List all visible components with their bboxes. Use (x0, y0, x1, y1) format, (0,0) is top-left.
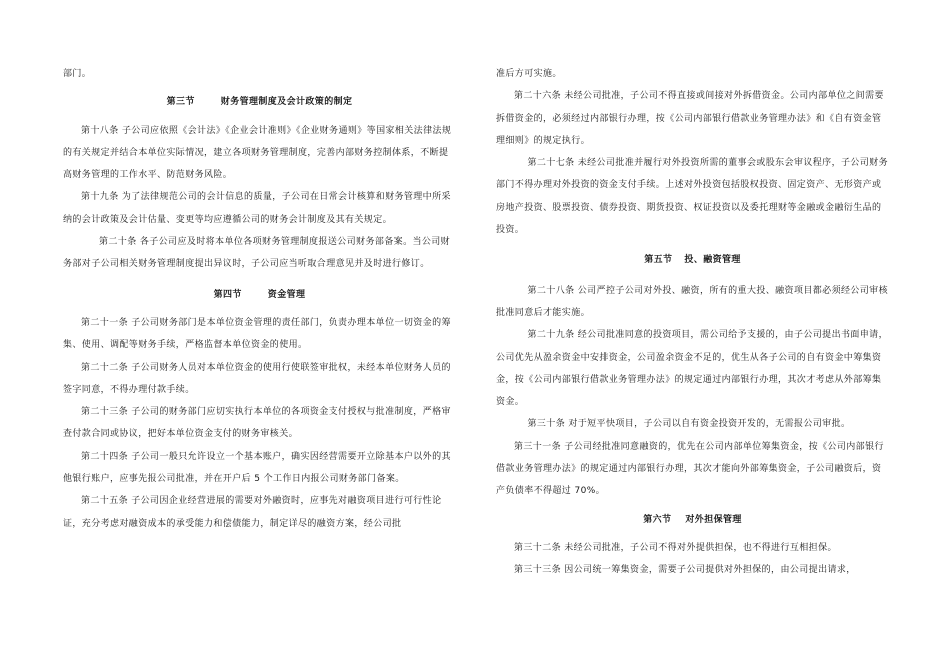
article-33: 第三十三条 因公司统一筹集资金，需要子公司提供对外担保的，由公司提出请求， (514, 565, 856, 576)
article-19: 第十九条 为了法律规范公司的会计信息的质量，子公司在日常会计核算和财务管理中所采纳的会计政策及会计估量、变更等均应遵循公司的财务会计制度及其有关规定。 (63, 192, 451, 225)
article-18: 第十八条 子公司应依照《会计法》《企业会计准则》《企业财务通则》等国家相关法律法规的有关规定并结合本单位实际情况，建立各项财务管理制度，完善内部财务控制体系，不断提高财务管理的工作水平、防范财务风险。 (63, 125, 452, 181)
section-heading-5 (496, 249, 889, 271)
section-heading-6 (496, 509, 889, 531)
paragraph-continuation: 部门。 (63, 69, 92, 79)
right-column (496, 63, 889, 582)
article-32: 第三十二条 未经公司批准，子公司不得对外提供担保，也不得进行互相担保。 (514, 542, 837, 553)
section-number: 第四节 (213, 289, 242, 300)
paragraph-continuation: 准后方可实施。 (496, 69, 562, 79)
article-28: 第二十八条 公司严控子公司对外投、融资，所有的重大投、融资项目都必须经公司审核批准同意后才能实施。 (496, 285, 888, 318)
article-21: 第二十一条 子公司财务部门是本单位资金管理的责任部门，负责办理本单位一切资金的筹集、使用、调配等财务手续，严格监督本单位资金的使用。 (63, 317, 451, 351)
section-heading-4 (63, 284, 456, 306)
article-26: 第二十六条 未经公司批准，子公司不得直接或间接对外拆借资金。公司内部单位之间需要拆借资金的，必须经过内部银行办理，按《公司内部银行借款业务管理办法》和《自有资金管理细则》的规定执行。 (496, 91, 884, 146)
article-24: 第二十四条 子公司一般只允许设立一个基本账户，确实因经营需要开立除基本户以外的其他银行账户，应事先报公司批准，并在开户后 5 个工作日内报公司财务部门备案。 (63, 451, 451, 485)
article-20: 第二十条 各子公司应及时将本单位各项财务管理制度报送公司财务部备案。当公司财务部对子公司相关财务管理制度提出异议时，子公司应当听取合理意见并及时进行修订。 (63, 237, 451, 270)
section-number: 第六节 (643, 514, 672, 525)
section-title: 对外担保管理 (685, 514, 742, 525)
article-29: 第二十九条 经公司批准同意的投资项目，需公司给予支援的，由子公司提出书面申请，公司优先从盈余资金中安排资金，公司盈余资金不足的，优生从各子公司的自有资金中筹集资金，按《公司内部银行借款业务管理办法》的规定通过内部银行办理，其次才考虑从外部筹集资金。 (496, 330, 888, 408)
article-23: 第二十三条 子公司的财务部门应切实执行本单位的各项资金支付授权与批准制度，严格审查付款合同或协议，把好本单位资金支付的财务审核关。 (63, 407, 451, 440)
article-31: 第三十一条 子公司经批准同意融资的，优先在公司内部单位筹集资金，按《公司内部银行借款业务管理办法》的规定通过内部银行办理，其次才能向外部筹集资金，子公司融资后，资产负债率不得超过 70%。 (496, 441, 884, 497)
article-25: 第二十五条 子公司因企业经营进展的需要对外融资时，应事先对融资项目进行可行性论证，充分考虑对融资成本的承受能力和偿债能力，制定详尽的融资方案，经公司批 (63, 496, 442, 529)
article-22: 第二十二条 子公司财务人员对本单位资金的使用行使联签审批权，未经本单位财务人员的签字同意，不得办理付款手续。 (63, 362, 451, 395)
left-column (63, 63, 456, 535)
article-30: 第三十条 对于短平快项目，子公司以自有资金投资开发的，无需报公司审批。 (527, 419, 851, 430)
section-title: 资金管理 (267, 289, 306, 300)
section-heading-3 (63, 91, 456, 113)
section-number: 第五节 (644, 255, 673, 266)
section-title: 投、融资管理 (684, 255, 741, 266)
article-27: 第二十七条 未经公司批准并履行对外投资所需的董事会或股东会审议程序，子公司财务部门不得办理对外投资的资金支付手续。上述对外投资包括股权投资、固定资产、无形资产或房地产投资、股票投资、债券投资、期货投资、权证投资以及委托理财等金融或金融衍生品的投资。 (496, 158, 888, 236)
section-number: 第三节 (166, 97, 195, 108)
section-title: 财务管理制度及会计政策的制定 (220, 97, 353, 108)
